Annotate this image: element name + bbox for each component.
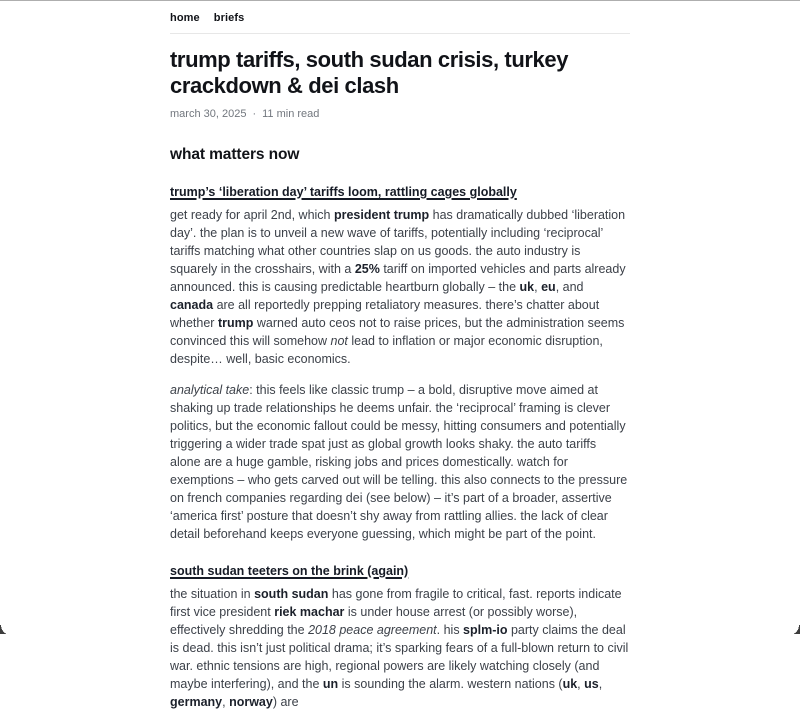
window-top-edge bbox=[0, 0, 800, 1]
window-corner-bottom-right bbox=[789, 625, 800, 634]
article-column bbox=[170, 0, 630, 711]
page-title: trump tariffs, south sudan crisis, turkey crackdown & dei clash bbox=[170, 47, 569, 98]
top-nav bbox=[170, 0, 630, 24]
nav-link-home[interactable]: home bbox=[170, 12, 200, 24]
nav-divider bbox=[170, 33, 630, 34]
story-heading-tariffs bbox=[170, 185, 630, 199]
article-meta bbox=[170, 108, 630, 120]
story-paragraph: get ready for april 2nd, which president trump has dramatically dubbed ‘liberation day’. the plan is to unveil a new wave of tariffs, potentially including ‘reciprocal’ tariffs matching what other countries slap on us goods. the auto industry is squarely in the crosshairs, with a 25% tariff on imported vehicles and parts already announced. this is causing predictable heartburn globally – the uk, eu, and canada are all reportedly prepping retaliatory measures. there’s chatter about whether trump warned auto ceos not to raise prices, but the administration seems convinced this will somehow not lead to inflation or major economic disruption, despite… well, basic economics. bbox=[170, 208, 626, 366]
story-heading-tariffs-link[interactable]: trump’s ‘liberation day’ tariffs loom, rattling cages globally bbox=[170, 185, 517, 199]
meta-date: march 30, 2025 bbox=[170, 108, 247, 120]
section-heading: what matters now bbox=[170, 146, 300, 163]
window-corner-bottom-left bbox=[0, 625, 11, 634]
story-paragraph: the situation in south sudan has gone from fragile to critical, fast. reports indicate first vice president riek machar is under house arrest (or possibly worse), effectively shredding the 2018 peace agreement. his splm-io party claims the deal is dead. this isn’t just political drama; it’s sparking fears of a full-blown return to civil war. ethnic tensions are high, regional powers are likely watching closely (and maybe interfering), and the un is sounding the alarm. western nations (uk, us, germany, norway) are bbox=[170, 587, 629, 709]
story-heading-south-sudan bbox=[170, 564, 630, 578]
nav-link-briefs[interactable]: briefs bbox=[213, 12, 245, 24]
meta-read-time: 11 min read bbox=[262, 108, 320, 120]
story-heading-south-sudan-link[interactable]: south sudan teeters on the brink (again) bbox=[170, 564, 409, 578]
meta-separator-dot: · bbox=[252, 108, 257, 120]
story-paragraph-analytical-take: analytical take: this feels like classic trump – a bold, disruptive move aimed at shaking up trade relationships he deems unfair. the ‘reciprocal’ framing is clever politics, but the economic fallout could be messy, hitting consumers and potentially triggering a wider trade spat just as global growth looks shaky. the auto tariffs alone are a huge gamble, risking jobs and prices domestically. watch for exemptions – who gets carved out will be telling. this also connects to the pressure on french companies regarding dei (see below) – it’s part of a broader, assertive ‘america first’ posture that doesn’t shy away from rattling allies. the lack of clear detail beforehand keeps everyone guessing, which might be part of the point. bbox=[170, 383, 628, 541]
